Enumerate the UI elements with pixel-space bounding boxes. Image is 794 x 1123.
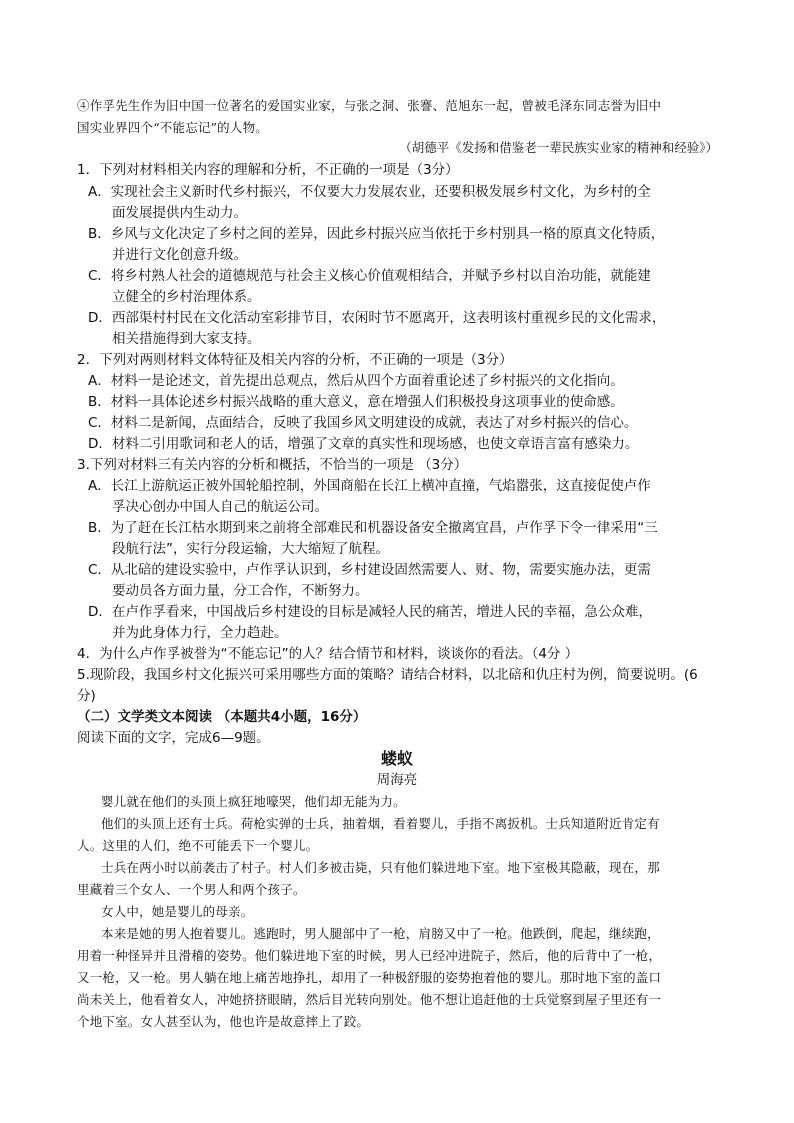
- q1-option-c: C．将乡村熟人社会的道德规范与社会主义核心价值观相结合，并赋予乡村以自治功能，就能建: [88, 268, 651, 284]
- story-paragraph: 本来是她的男人抱着婴儿。逃跑时，男人腿部中了一枪，肩膀又中了一枪。他跌倒，爬起，继续跑，: [101, 926, 660, 941]
- story-paragraph-cont: 个地下室。女人甚至认为，他也许是故意摔上了跤。: [77, 1014, 370, 1029]
- question-5-cont: 分): [77, 688, 96, 704]
- section-2-instruction: 阅读下面的文字，完成6—9题。: [77, 730, 270, 746]
- q1-option-d-cont: 相关措施得到大家支持。: [112, 331, 261, 347]
- story-paragraph: 他们的头顶上还有士兵。荷枪实弹的士兵，抽着烟，看着婴儿，手指不离扳机。士兵知道附近肯定有: [101, 816, 660, 831]
- story-paragraph: 士兵在两小时以前袭击了村子。村人们多被击毙，只有他们躲进地下室。地下室极其隐蔽，现在，那: [101, 860, 660, 875]
- q3-option-c: C．从北碚的建设实验中，卢作孚认识到，乡村建设固然需要人、财、物，需要实施办法，更需: [88, 562, 651, 578]
- question-2-stem: 2．下列对两则材料文体特征及相关内容的分析，不正确的一项是（3分）: [77, 352, 513, 368]
- story-paragraph-cont: 里藏着三个女人、一个男人和两个孩子。: [77, 882, 306, 897]
- q3-option-b: B．为了赶在长江枯水期到来之前将全部难民和机器设备安全撤离宜昌，卢作孚下令一律采用“三: [88, 520, 658, 536]
- story-paragraph-cont: 尚未关上，他看着女人，冲她挤挤眼睛，然后目光转向别处。他不想让追赶他的士兵觉察到屋子里还有一: [77, 992, 662, 1007]
- q2-option-b: B．材料一具体论述乡村振兴战略的重大意义，意在增强人们积极投身这项事业的使命感。: [88, 394, 624, 410]
- story-paragraph-cont: 用着一种怪异并且滑稽的姿势。他们躲进地下室的时候，男人已经冲进院子，然后，他的后背中了一枪，: [77, 948, 662, 963]
- q1-option-c-cont: 立健全的乡村治理体系。: [112, 289, 261, 305]
- q1-option-b-cont: 并进行文化创意升级。: [112, 247, 247, 263]
- question-5: 5.现阶段，我国乡村文化振兴可采用哪些方面的策略？请结合材料，以北碚和仇庄村为例，简要说明。(6: [77, 667, 698, 683]
- question-3-stem: 3.下列对材料三有关内容的分析和概括，不恰当的一项是 （3分）: [77, 457, 468, 473]
- q2-option-d: D．材料二引用歌词和老人的话，增强了文章的真实性和现场感，也使文章语言富有感染力。: [88, 436, 639, 452]
- section-2-header: （二）文学类文本阅读 （本题共4小题，16分）: [77, 709, 367, 725]
- q3-option-a-cont: 孚决心创办中国人自己的航运公司。: [112, 499, 328, 515]
- q3-option-a: A．长江上游航运正被外国轮船控制，外国商船在长江上横冲直撞，气焰嚣张，这直接促使卢作: [88, 478, 651, 494]
- q1-option-d: D．西部渠村村民在文化活动室彩排节目，农闲时节不愿离开，这表明该村重视乡民的文化需求，: [88, 310, 666, 326]
- q1-option-a-cont: 面发展提供内生动力。: [112, 205, 247, 221]
- story-paragraph: 女人中，她是婴儿的母亲。: [101, 904, 254, 919]
- q2-option-c: C．材料二是新闻，点面结合，反映了我国乡风文明建设的成就，表达了对乡村振兴的信心。: [88, 415, 638, 431]
- q1-option-a: A．实现社会主义新时代乡村振兴，不仅要大力发展农业，还要积极发展乡村文化，为乡村的全: [88, 184, 651, 200]
- q3-option-c-cont: 要动员各方面力量，分工合作，不断努力。: [112, 583, 369, 599]
- story-paragraph-cont: 人。这里的人们，绝不可能丢下一个婴儿。: [77, 838, 319, 853]
- material-paragraph-line: 国实业界四个“不能忘记”的人物。: [77, 120, 268, 135]
- q3-option-d-cont: 并为此身体力行，全力趋赴。: [112, 625, 288, 641]
- story-paragraph: 婴儿就在他们的头顶上疯狂地嚎哭，他们却无能为力。: [101, 794, 406, 809]
- story-author: 周海亮: [376, 772, 418, 788]
- material-source: （胡德平《发扬和借鉴老一辈民族实业家的精神和经验》）: [399, 140, 718, 155]
- q1-option-b: B．乡风与文化决定了乡村之间的差异，因此乡村振兴应当依托于乡村别具一格的原真文化特质，: [88, 226, 665, 242]
- question-4: 4．为什么卢作孚被誉为“不能忘记”的人？结合情节和材料，谈谈你的看法。（4分 ）: [77, 646, 579, 662]
- q3-option-b-cont: 段航行法”，实行分段运输，大大缩短了航程。: [112, 541, 389, 557]
- q2-option-a: A．材料一是论述文，首先提出总观点，然后从四个方面着重论述了乡村振兴的文化指向。: [88, 373, 624, 389]
- story-title: 蝼蚁: [380, 749, 413, 768]
- story-paragraph-cont: 又一枪，又一枪。男人躺在地上痛苦地挣扎，却用了一种极舒服的姿势抱着他的婴儿。那时地下室的盖口: [77, 970, 662, 985]
- question-1-stem: 1．下列对材料相关内容的理解和分析，不正确的一项是（3分）: [77, 162, 459, 178]
- material-paragraph-line: ④作孚先生作为旧中国一位著名的爱国实业家，与张之洞、张謇、范旭东一起，曾被毛泽东同志誉为旧中: [77, 98, 662, 113]
- q3-option-d: D．在卢作孚看来，中国战后乡村建设的目标是减轻人民的痛苦，增进人民的幸福，急公众难，: [88, 604, 652, 620]
